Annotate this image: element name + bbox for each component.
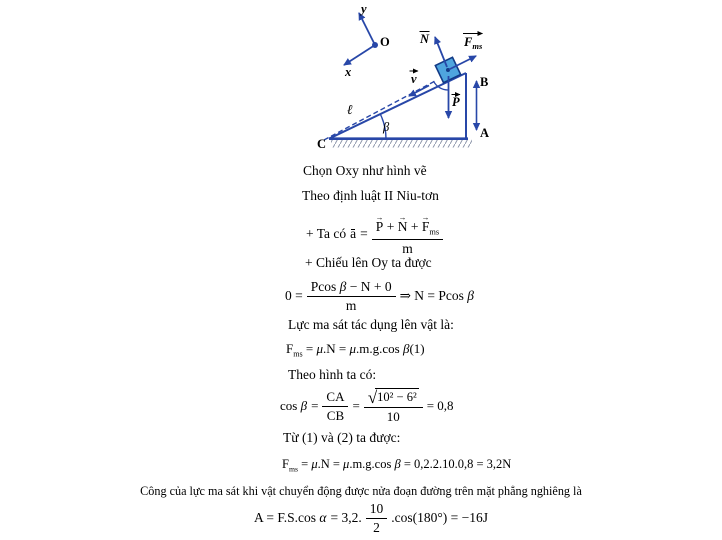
sqrt-numerator — [364, 388, 423, 408]
result-value: = 0,8 — [426, 398, 454, 414]
acceleration-symbol: a — [350, 226, 357, 242]
cos-text: cos — [280, 398, 301, 414]
distance-numerator: 10 — [366, 501, 388, 519]
square-root — [368, 388, 419, 405]
friction-letter: F — [464, 35, 473, 49]
equals: = — [311, 398, 319, 414]
mu-symbol: μ — [316, 341, 324, 356]
solution-line-6: Lực ma sát tác dụng lên vật là: — [288, 317, 454, 332]
incline-length-label: ℓ — [347, 102, 353, 117]
beta-symbol: β — [467, 288, 475, 304]
plus-sign: + — [386, 219, 395, 234]
newton-fraction — [372, 212, 443, 256]
mgcos-term: .m.g.cos — [356, 341, 403, 356]
solution-line-5 — [285, 279, 474, 314]
cos-beta-lhs — [280, 398, 307, 414]
ca-cb-fraction — [322, 389, 348, 423]
n-term: .N = — [317, 457, 344, 471]
sqrt-fraction — [364, 388, 423, 424]
beta-symbol: β — [402, 341, 410, 356]
solution-line-13 — [0, 501, 722, 536]
f-symbol: F — [286, 341, 294, 356]
newton-numerator — [372, 212, 443, 240]
beta-symbol: β — [394, 457, 401, 471]
solution-line-7 — [286, 341, 425, 359]
oy-numerator — [307, 279, 396, 297]
p-vector: P → — [376, 219, 384, 235]
ca-numerator: CA — [322, 389, 348, 406]
solution-line-2: Theo định luật II Niu-tơn — [302, 188, 439, 203]
point-a-label: A — [480, 126, 490, 140]
oy-denominator: m — [345, 297, 357, 313]
friction-force-label — [463, 35, 483, 51]
point-c-label: C — [317, 137, 327, 151]
solution-line-3 — [306, 212, 443, 256]
f-subscript: ms — [288, 464, 298, 474]
pcos-text: Pcos — [310, 279, 340, 294]
origin-dot — [372, 42, 378, 48]
work-value-start: = 3,2. — [330, 510, 362, 526]
equals: = — [302, 341, 317, 356]
y-axis-arrow — [359, 13, 375, 45]
ground-hatching — [331, 140, 472, 148]
f-subscript: ms — [293, 349, 303, 359]
solution-line-9 — [280, 388, 454, 424]
equals: = — [298, 457, 312, 471]
line5-lhs: 0 = — [285, 288, 303, 304]
f-symbol: F — [282, 457, 289, 471]
beta-symbol: β — [339, 279, 347, 294]
implies-text: ⇒ N = Pcos — [399, 288, 468, 304]
solution-line-10: Từ (1) và (2) ta được: — [283, 430, 401, 445]
mu-symbol: μ — [343, 457, 350, 471]
velocity-arrow — [409, 86, 429, 97]
solution-line-11 — [282, 457, 511, 474]
incline-angle-label: β — [383, 120, 390, 134]
minus-n-text: − N + 0 — [346, 279, 392, 294]
solution-line-12: Công của lực ma sát khi vật chuyển động được nửa đoạn đường trên mặt phẳng nghiêng là — [140, 484, 582, 498]
y-axis-label: y — [361, 2, 367, 16]
plus-sign: + — [410, 219, 419, 234]
solution-line-8: Theo hình ta có: — [288, 367, 377, 382]
normal-force-label: N — [420, 32, 430, 46]
oy-projection-fraction — [307, 279, 396, 314]
equals: = — [352, 398, 360, 414]
mu-symbol: μ — [349, 341, 357, 356]
mu-symbol: μ — [311, 457, 318, 471]
friction-subscript: ms — [472, 41, 483, 51]
line3-prefix: + Ta có — [306, 226, 347, 242]
line3-equals: = — [360, 226, 368, 242]
solution-line-1: Chọn Oxy như hình vẽ — [303, 163, 427, 178]
incline-diagram — [313, 0, 523, 155]
velocity-label: v — [411, 72, 417, 86]
ten-denominator: 10 — [386, 409, 400, 425]
numeric-result: = 0,2.2.10.0,8 = 3,2N — [400, 457, 512, 471]
radical-sign: √ — [367, 387, 378, 407]
x-axis-arrow — [344, 45, 375, 65]
work-lhs — [254, 510, 327, 526]
newton-denominator: m — [402, 240, 413, 256]
distance-denominator: 2 — [373, 519, 380, 535]
weight-label: P — [452, 95, 460, 109]
cb-denominator: CB — [326, 407, 345, 423]
eq-number: (1) — [409, 341, 425, 356]
f-subscript: ms — [429, 227, 440, 237]
radicand: 10² − 6² — [377, 390, 417, 404]
line5-result — [400, 288, 474, 304]
mgcos-term: .m.g.cos — [349, 457, 395, 471]
n-vector: N → — [398, 219, 408, 235]
alpha-symbol: α — [319, 510, 327, 526]
point-b-label: B — [480, 75, 489, 89]
solution-line-4: + Chiếu lên Oy ta được — [305, 255, 432, 270]
n-term: .N = — [323, 341, 350, 356]
half-distance-fraction — [366, 501, 388, 536]
origin-label: O — [380, 35, 390, 49]
beta-symbol: β — [300, 398, 308, 414]
work-result: .cos(180°) = −16J — [391, 510, 489, 526]
dashed-motion-line — [324, 80, 437, 140]
f-vector: F → — [422, 219, 430, 235]
x-axis-label: x — [345, 65, 352, 79]
work-formula: A = F.S.cos — [253, 510, 317, 526]
